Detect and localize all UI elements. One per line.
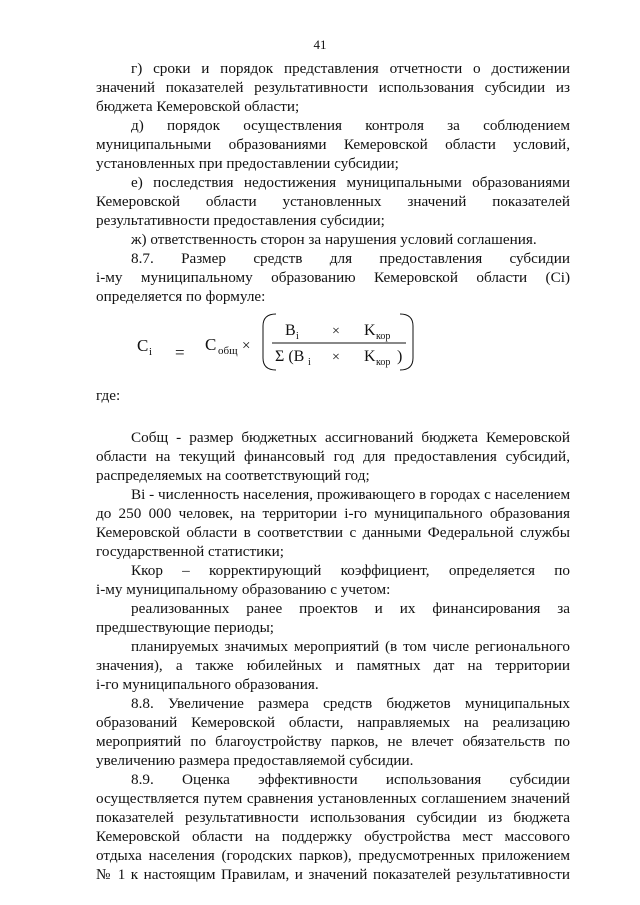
- formula-den-sum-sub: i: [308, 357, 311, 368]
- formula-times: ×: [242, 338, 251, 354]
- text-line: ж) ответственность сторон за нарушения условий соглашения.: [131, 231, 537, 248]
- text-line: г) сроки и порядок представления отчетности о достижении: [131, 60, 570, 77]
- text-line: 8.8. Увеличение размера средств бюджетов муниципальных: [131, 695, 570, 712]
- text-line: определяется по формуле:: [96, 288, 266, 305]
- text-line: бюджета Кемеровской области;: [96, 98, 300, 115]
- formula-lhs-sub: i: [149, 346, 153, 358]
- formula-left-paren: [263, 314, 276, 370]
- text-line: до 250 000 человек, на территории i-го муниципального образования: [96, 505, 570, 522]
- text-line: Собщ - размер бюджетных ассигнований бюджета Кемеровской: [131, 429, 570, 446]
- text-line: отдыха населения (городских парков), предусмотренных приложением: [96, 847, 570, 864]
- formula-num-k-sub: кор: [376, 331, 391, 342]
- formula-right-paren: [400, 314, 413, 370]
- text-line: значений показателей результативности использования субсидии из: [96, 79, 570, 96]
- text-line: Ккор – корректирующий коэффициент, определяется по: [131, 562, 570, 579]
- text-line: Вi - численность населения, проживающего в городах с населением: [131, 486, 571, 503]
- text-line: предшествующие периоды;: [96, 619, 275, 636]
- text-line: i-му муниципальному образованию Кемеровской области (Ci): [96, 269, 570, 286]
- text-line: установленных при предоставлении субсидии;: [96, 155, 399, 172]
- text-line: реализованных ранее проектов и их финансирования за: [131, 600, 570, 617]
- formula-den-sum: Σ (B: [275, 348, 305, 365]
- formula-num-k: K: [364, 322, 376, 339]
- formula-num-b-sub: i: [296, 331, 299, 342]
- text-line: е) последствия недостижения муниципальными образованиями: [131, 174, 570, 191]
- formula-equals: =: [175, 343, 185, 362]
- text-line: 8.7. Размер средств для предоставления субсидии: [131, 250, 570, 267]
- formula-den-times: ×: [332, 350, 340, 365]
- text-line: i-го муниципального образования.: [96, 676, 319, 693]
- formula-num-b: B: [285, 322, 296, 339]
- text-line: образований Кемеровской области, направляемых на реализацию: [96, 714, 570, 731]
- text-line: муниципальными образованиями Кемеровской области условий,: [96, 136, 570, 153]
- text-line: д) порядок осуществления контроля за соблюдением: [131, 117, 570, 134]
- text-line: планируемых значимых мероприятий (в том числе регионального: [131, 638, 570, 655]
- text-line: показателей результативности использования субсидии из бюджета: [96, 809, 570, 826]
- text-line: мероприятий по благоустройству парков, не влечет обязательств по: [96, 733, 570, 750]
- formula-coef-sub: общ: [218, 345, 238, 357]
- text-line: государственной статистики;: [96, 543, 284, 560]
- text-line: № 1 к настоящим Правилам, и значений показателей результативности: [96, 866, 570, 883]
- text-line: распределяемых на соответствующий год;: [96, 467, 370, 484]
- formula-coef: С: [205, 335, 217, 354]
- formula-num-times: ×: [332, 324, 340, 339]
- text-line: результативности предоставления субсидии;: [96, 212, 385, 229]
- text-line: 8.9. Оценка эффективности использования субсидии: [131, 771, 570, 788]
- text-line: значения), а также юбилейных и памятных дат на территории: [96, 657, 570, 674]
- text-line: где:: [96, 387, 121, 404]
- formula-den-k-sub: кор: [376, 357, 391, 368]
- text-line: увеличению размера предоставляемой субсидии.: [96, 752, 414, 769]
- formula-den-k: K: [364, 348, 376, 365]
- page-number: 41: [313, 37, 327, 52]
- formula-den-close: ): [397, 348, 403, 365]
- text-line: осуществляется путем сравнения установленных соглашением значений: [96, 790, 570, 807]
- formula-lhs: C: [137, 336, 149, 355]
- text-line: i-му муниципальному образованию с учетом:: [96, 581, 391, 598]
- text-line: Кемеровской области на поддержку обустройства мест массового: [96, 828, 570, 845]
- text-line: области на текущий финансовый год для предоставления субсидий,: [96, 448, 570, 465]
- text-line: Кемеровской области в соответствии с данными Федеральной службы: [96, 524, 570, 541]
- text-line: Кемеровской области установленных значений показателей: [96, 193, 570, 210]
